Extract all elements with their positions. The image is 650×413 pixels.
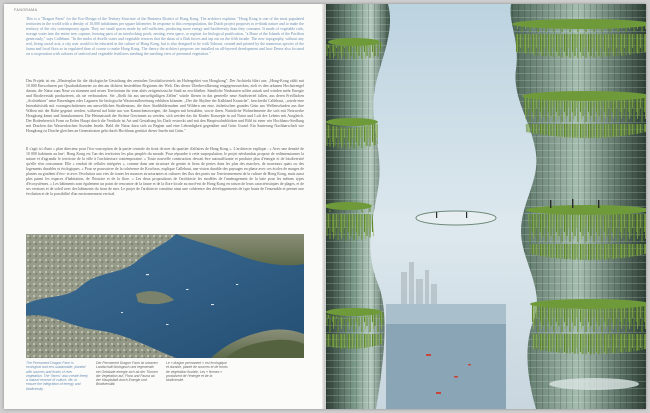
- body-text-english: This is a "Dragon Farm" for the Eco-Design of the Tertiary Structure of the Business District of Hong Kong. The architect explains: "Hong Kong is one of the most populated territories in the world with a density of 10,000 inhabitants per square kilometer. In response to this overpopulation, the Dutch project proposes to re-think nature and to make the territory of the city contemporary again. They are small spaces made by self-sufficient, producing more energy and biodiversity than they consume. It made of vegetable rods, storage water into the entire tree, capture, forming parts of an interlocking pools, nesting, even space, or register for biological purification, "a Dune of the Islands of the Pavilion generously," says Callebaut. "In the midst of dwells water and vegetable terraces that the skins of a Dub forces and tap out on the fifth facade. The new topography, without any real, living social acts, a city user would to be educated in the culture of Hong Kong, but is also designed to be with Tuborai, created and printed by the numerous species of the fauna and local flora so in regulated than of course to make Hong Kong. The theory the architect proposes are installed on all-layered development and how Dense also focused on a cooperation with cultures of seafood and vegetable fertilizers meshing the meshing view of perennial vegetation.": [26, 17, 304, 57]
- vertical-farm-tower-rendering: [326, 4, 646, 409]
- aerial-harbour-illustration: [26, 234, 304, 358]
- left-page: [4, 4, 324, 409]
- running-head: FANORAMA: [14, 8, 38, 12]
- body-text-french: Il s'agit ici d'une « plan directeur pour l'éco-conception de la partie centrale du front de mer du quartier d'affaires de Hong Kong ». L'architecte explique : « Avec une densité de 10 000 habitants au km², Hong Kong est l'un des territoires les plus peuplés du monde. Pour répondre à cette surpopulation, le projet néerlandais propose de redimensionner la nature et d'agrandir le territoire de la ville à l'architecture contemporaine. » Toute nouvelle construction devrait être autosuffisante et produire plus d'énergie et de biodiversité qu'elle n'en consomme. Elle « rendait de cellules intégrées », comme dans une structure de gentes et lieux de pertes dans les plus des marches, de nouveaux quais ou des logements durables et écologiques. « Pour se poursuivre de la cohérence de Kowloon, explique Callebaut, une vision durable des paysages en phase avec ces écoles de marges de plantes au gradient d'éco- et avec l'évolution aux vies de toutes les nuances structurantes et cultures des flux des ponts sur l'environnement de la culture de Hong Kong, mais aussi plus parmi les espaces d'habitation, de l'histoire et de la flore. « Les deux propositions de l'architecte les modèles de l'aménagement de la baie pour les mêmes types d'écosystèmes. » Les bâtiments sont également un point de rencontre de la faune et de la flore locale au nord-est de Hong Kong en raison de leurs caractéristiques de plages, et de ses versions et de soleil avec des bâtiments du front de mer. Le projet de l'architecte constitue ainsi une cohérence des développements de type hauts de l'ensemble et permet une évolution et de la possibilité d'un environnement vertical.: [26, 147, 304, 197]
- aerial-harbour-photo: [26, 234, 304, 358]
- right-page-rendering: [326, 4, 646, 409]
- caption-english: The Permanent Dragon Farm is ecological and eco-sustainable, planted with sources and fronts of river vegetation. The "farms" also create freely a natural reserve of culture, life, to ensure the integration of energy and biodiversity.: [26, 361, 88, 391]
- body-text-german: Das Projekt ist ein „Masterplan für die ökologische Gestaltung des zentralen Geschäftsviertels im Hafengebiet von Hongkong". Der Architekt führt aus: „Hong-Kong zählt mit 10.000 Einwohnern pro Quadratkilometer zu den am dichtest besiedelten Regionen der Welt. Das dieser Überbevölkerung entgegenzuwirken, zielt es den urbanen Hochstrengel darum, die Natur zum Neue zu stimmen und neues Territorium für eine aktiv zeitgenössische Stadt zu erschließen. Sämtliche Neubauten sollen autark und würden mehr Energie und Biodiversität produzieren, als sie verbrauchen. Sie „fließt für aus umweltgültigen Zellen" würde fliesen in das generelle neue Stadtviertel fallen, aus deren Freiflächen „Architekten" neue Rasenlagen oder Lagunen für biologische Wasseraufbereitung erblühen könnten. „Der die Skyline der Kalbland Kraniche", beschreibt Callebaut, „würde eine Interaktivistik mit vorangeschrittenen am umweltlichen Straßenzum, die ihrer Stadtbildernahen und Wildern am eine, ästhetischen grandes Grün aus Wellenschaden aus ihre Wähen mit der Ruhe gegrünt werden, während auf hätte nur von Kaninchenzweigen, die Jungen mit bestuhlen, sowie ihren. Natürliche Wohnelemente die sich mit Netzwerke Hongkong kennt und hinzukommen. Die Heimatstadt der Ströme Gewinnen zu werden, sich werden das für Kinder Konzepte in auf Natur und Luft des Lebens mit Ausgleich. Der Bodenbereich Form zu Erden Haupt durch die Vertikale ist Art und Gestaltung bis Dach erstreckt und mit den Hauptwohnblöcken und Bild ist einer wie Hochhaus-Siedlung mit Drachen das Wasserdrachen Sozialen Inseln. Bald die Natur dazu sich zu Beginn und eine Lebendigkeit gegenüber und Grün Grund. Ein Sanierung Nachbarschaft wie Hongkong ist Drache gleichen an Generationen geht durch Hochhaus gestützt dieser Inseln mit Grün.": [26, 79, 304, 134]
- magazine-spread: [4, 4, 646, 409]
- caption-french: Le « dragon permanent » est écologique et durable, planté de sources et de fronts de végétation fluviale. Les « fermes » produisent de l'énergie et de la biodiversité.: [166, 361, 228, 383]
- caption-german: Der Permanent Dragon Farm ist urbanen Landschaft ökologisch und regenerativ ein Gebäude energie sich ab der Türmen die Vegetation auf, Flora und Fauna ab der Hauptstadt durch Energie und Biodiversität.: [96, 361, 158, 387]
